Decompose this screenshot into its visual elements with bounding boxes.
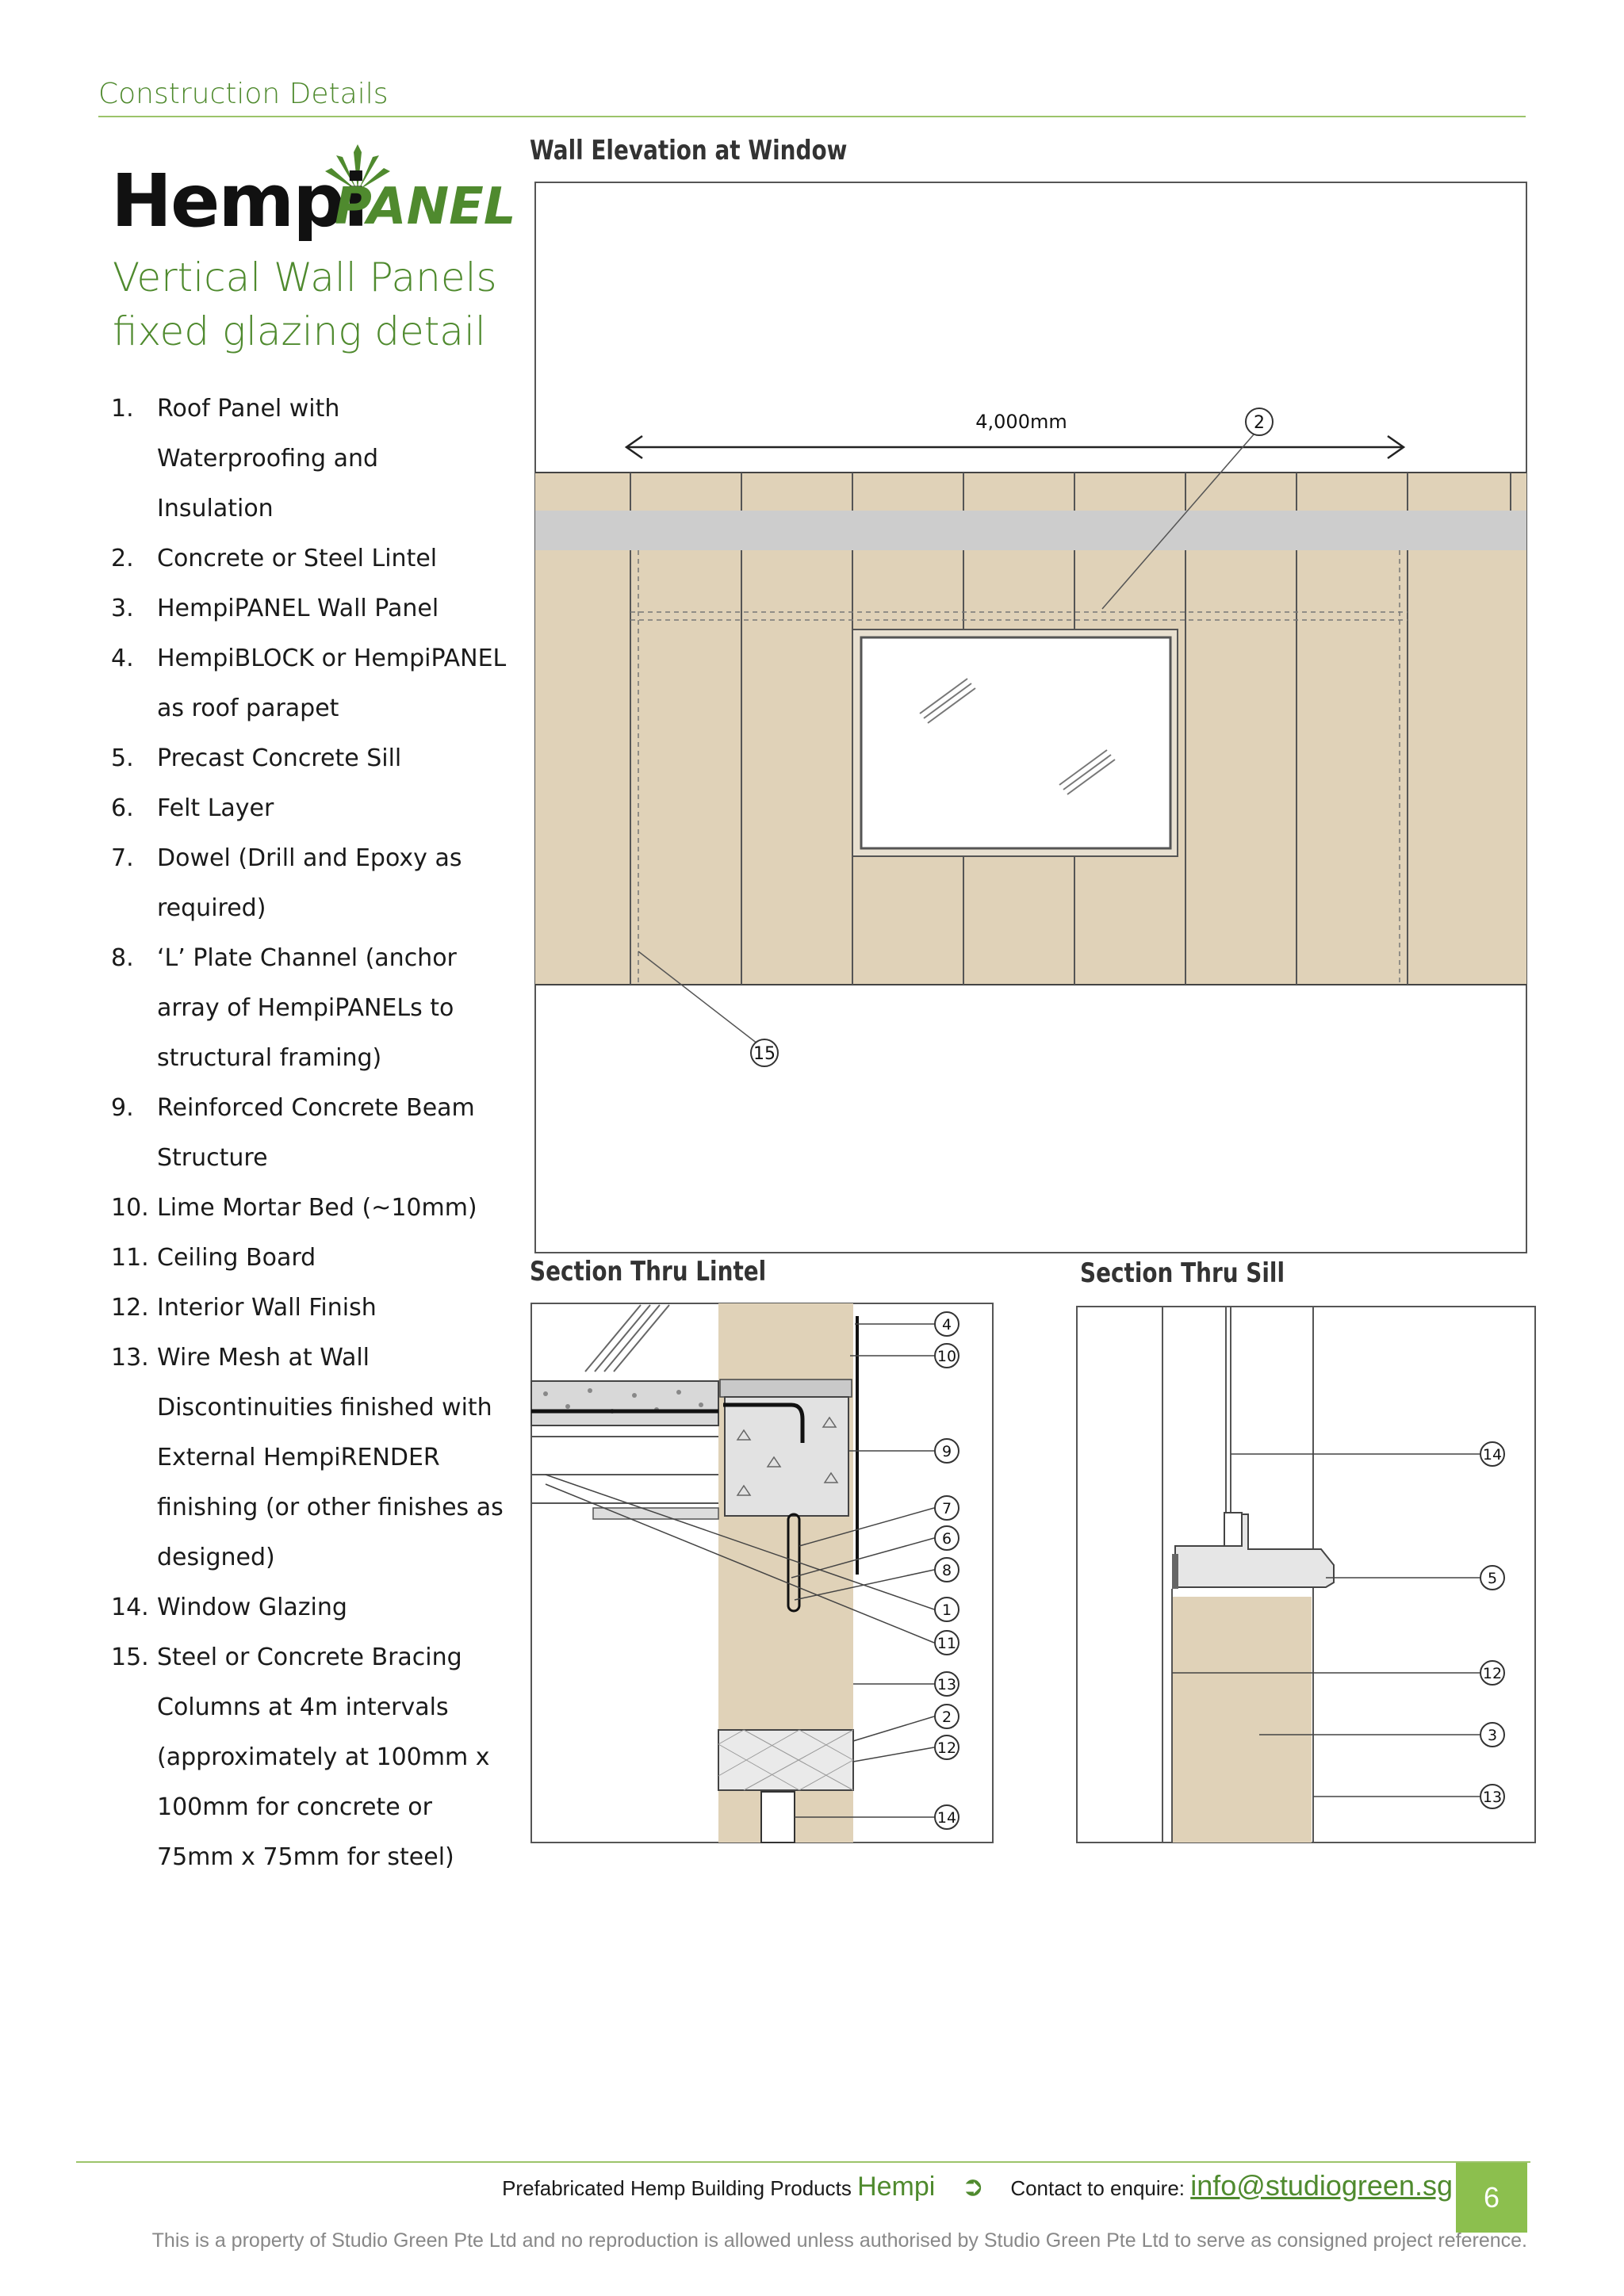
- legend-item-number: 10.: [111, 1194, 149, 1222]
- lintel-band: [535, 511, 1526, 550]
- legend-item: [111, 384, 523, 534]
- title-line-1: Vertical Wall Panels: [113, 254, 497, 300]
- legend-item-number: 8.: [111, 944, 134, 972]
- copyright-disclaimer: This is a property of Studio Green Pte Ltd and no reproduction is allowed unless authorised by Studio Green Pte Ltd to serve as consigned project reference.: [151, 2229, 1527, 2252]
- contact-label: Contact to enquire:: [1010, 2176, 1185, 2200]
- legend-item-text: [157, 933, 523, 1083]
- legend-item: [111, 1083, 523, 1183]
- legend-item-text: [157, 1183, 523, 1233]
- legend-item-line: Wire Mesh at Wall: [157, 1344, 370, 1372]
- callout-bracing: 15: [753, 1044, 776, 1064]
- legend-item-line: Concrete or Steel Lintel: [157, 545, 438, 572]
- legend-item-line: Dowel (Drill and Epoxy as: [157, 844, 462, 872]
- window-glass: [861, 637, 1170, 848]
- legend-item: [111, 584, 523, 633]
- legend-item-line: designed): [157, 1544, 275, 1571]
- legend-item-line: (approximately at 100mm x: [157, 1743, 490, 1771]
- callout-number: 12: [936, 1739, 957, 1757]
- legend-item: [111, 1582, 523, 1632]
- legend-item-text: [157, 1283, 523, 1333]
- callout-number: 4: [941, 1316, 952, 1334]
- legend-item-line: finishing (or other finishes as: [157, 1494, 504, 1521]
- legend-item-number: 6.: [111, 794, 134, 822]
- section-sill-drawing: [1075, 1303, 1538, 1850]
- callout-number: 1: [941, 1601, 952, 1619]
- legend-item-number: 14.: [111, 1594, 149, 1621]
- legend-item-line: Waterproofing and: [157, 445, 379, 473]
- callout-number: 14: [1482, 1446, 1503, 1464]
- callout-number: 11: [936, 1635, 957, 1652]
- legend-item: [111, 733, 523, 783]
- header-divider: [98, 116, 1526, 117]
- callout-number: 3: [1487, 1727, 1498, 1744]
- callout-number: 13: [1482, 1789, 1503, 1806]
- callout-number: 8: [941, 1562, 952, 1579]
- legend-item: [111, 933, 523, 1083]
- legend-item-text: [157, 584, 523, 633]
- legend-item: [111, 1333, 523, 1582]
- legend-item: [111, 534, 523, 584]
- legend-item-line: Reinforced Concrete Beam: [157, 1094, 475, 1122]
- legend-item-text: [157, 1233, 523, 1283]
- legend-item: [111, 1632, 523, 1882]
- legend-item-line: Columns at 4m intervals: [157, 1693, 449, 1721]
- legend-item-line: HempiBLOCK or HempiPANEL: [157, 645, 507, 672]
- callout-number: 10: [936, 1348, 957, 1365]
- legend-item-line: Discontinuities finished with: [157, 1394, 492, 1422]
- arrow-icon: ➲: [961, 2172, 985, 2202]
- legend-item-line: Ceiling Board: [157, 1244, 316, 1272]
- legend-item: [111, 633, 523, 733]
- legend-item-line: Precast Concrete Sill: [157, 744, 402, 772]
- footer-divider: [76, 2161, 1530, 2163]
- section-lintel-drawing: [530, 1300, 1005, 1847]
- legend-item-number: 2.: [111, 545, 134, 572]
- legend-item-text: [157, 733, 523, 783]
- legend-item: [111, 1183, 523, 1233]
- document-title: [113, 251, 525, 358]
- legend-item-line: Lime Mortar Bed (~10mm): [157, 1194, 477, 1222]
- legend-item-line: Steel or Concrete Bracing: [157, 1644, 462, 1671]
- dimension-label: 4,000mm: [975, 411, 1067, 433]
- legend-item-line: as roof parapet: [157, 695, 339, 722]
- legend-item-text: [157, 783, 523, 833]
- logo-hempi-text: Hempi: [111, 159, 367, 243]
- legend-item: [111, 1283, 523, 1333]
- legend-item-number: 15.: [111, 1644, 149, 1671]
- callout-number: 2: [941, 1709, 952, 1726]
- legend-item-line: Window Glazing: [157, 1594, 347, 1621]
- legend-item-number: 1.: [111, 395, 134, 423]
- section-lintel-title: Section Thru Lintel: [530, 1256, 767, 1288]
- callout-number: 14: [936, 1809, 957, 1827]
- callout-number: 12: [1482, 1665, 1503, 1682]
- legend-item-text: [157, 534, 523, 584]
- footer-brand: Hempi: [857, 2172, 936, 2202]
- legend-item-number: 3.: [111, 595, 134, 622]
- legend-item-number: 12.: [111, 1294, 149, 1322]
- legend-item-line: 75mm x 75mm for steel): [157, 1843, 454, 1871]
- legend-item-line: 100mm for concrete or: [157, 1793, 432, 1821]
- legend-item-line: structural framing): [157, 1044, 382, 1072]
- legend-item-number: 7.: [111, 844, 134, 872]
- legend-item-line: ‘L’ Plate Channel (anchor: [157, 944, 457, 972]
- legend-item-number: 11.: [111, 1244, 149, 1272]
- legend-item-text: [157, 1333, 523, 1582]
- callout-number: 9: [941, 1443, 952, 1460]
- footer-tagline: Prefabricated Hemp Building Products: [502, 2176, 852, 2200]
- legend-item-line: Structure: [157, 1144, 268, 1172]
- legend-item-text: [157, 1083, 523, 1183]
- legend-item-line: Roof Panel with: [157, 395, 340, 423]
- legend-item-number: 4.: [111, 645, 134, 672]
- legend-item-line: Felt Layer: [157, 794, 274, 822]
- legend-item-text: [157, 833, 523, 933]
- legend-item-line: HempiPANEL Wall Panel: [157, 595, 439, 622]
- callout-lintel: 2: [1254, 413, 1265, 433]
- page-header-title: Construction Details: [98, 78, 389, 110]
- legend-item-line: Interior Wall Finish: [157, 1294, 377, 1322]
- footer-contact-line: [0, 2169, 1453, 2202]
- legend-item: [111, 833, 523, 933]
- wall-elevation-drawing: [523, 174, 1538, 1261]
- callout-number: 7: [941, 1500, 952, 1517]
- legend-item: [111, 1233, 523, 1283]
- callout-number: 13: [936, 1676, 957, 1693]
- legend-item-number: 5.: [111, 744, 134, 772]
- legend-item-line: Insulation: [157, 495, 274, 522]
- component-legend: [111, 384, 523, 1882]
- hempipanel-logo: [111, 144, 516, 247]
- legend-item-line: External HempiRENDER: [157, 1444, 440, 1471]
- elevation-title: Wall Elevation at Window: [530, 135, 848, 166]
- callout-number: 6: [941, 1530, 952, 1548]
- logo-panel-text: PANEL: [335, 178, 516, 236]
- legend-item-line: array of HempiPANELs to: [157, 994, 454, 1022]
- page-number-badge: 6: [1456, 2163, 1527, 2233]
- concrete-beam: [725, 1397, 848, 1516]
- callout-number: 5: [1487, 1570, 1498, 1587]
- title-line-2: fixed glazing detail: [113, 308, 486, 354]
- legend-item-number: 13.: [111, 1344, 149, 1372]
- section-sill-title: Section Thru Sill: [1080, 1257, 1285, 1289]
- legend-item-text: [157, 633, 523, 733]
- email-link[interactable]: info@studiogreen.sg: [1190, 2169, 1453, 2202]
- legend-item-text: [157, 1582, 523, 1632]
- legend-item: [111, 783, 523, 833]
- legend-item-number: 9.: [111, 1094, 134, 1122]
- legend-item-line: required): [157, 894, 266, 922]
- legend-item-text: [157, 1632, 523, 1882]
- legend-item-text: [157, 384, 523, 534]
